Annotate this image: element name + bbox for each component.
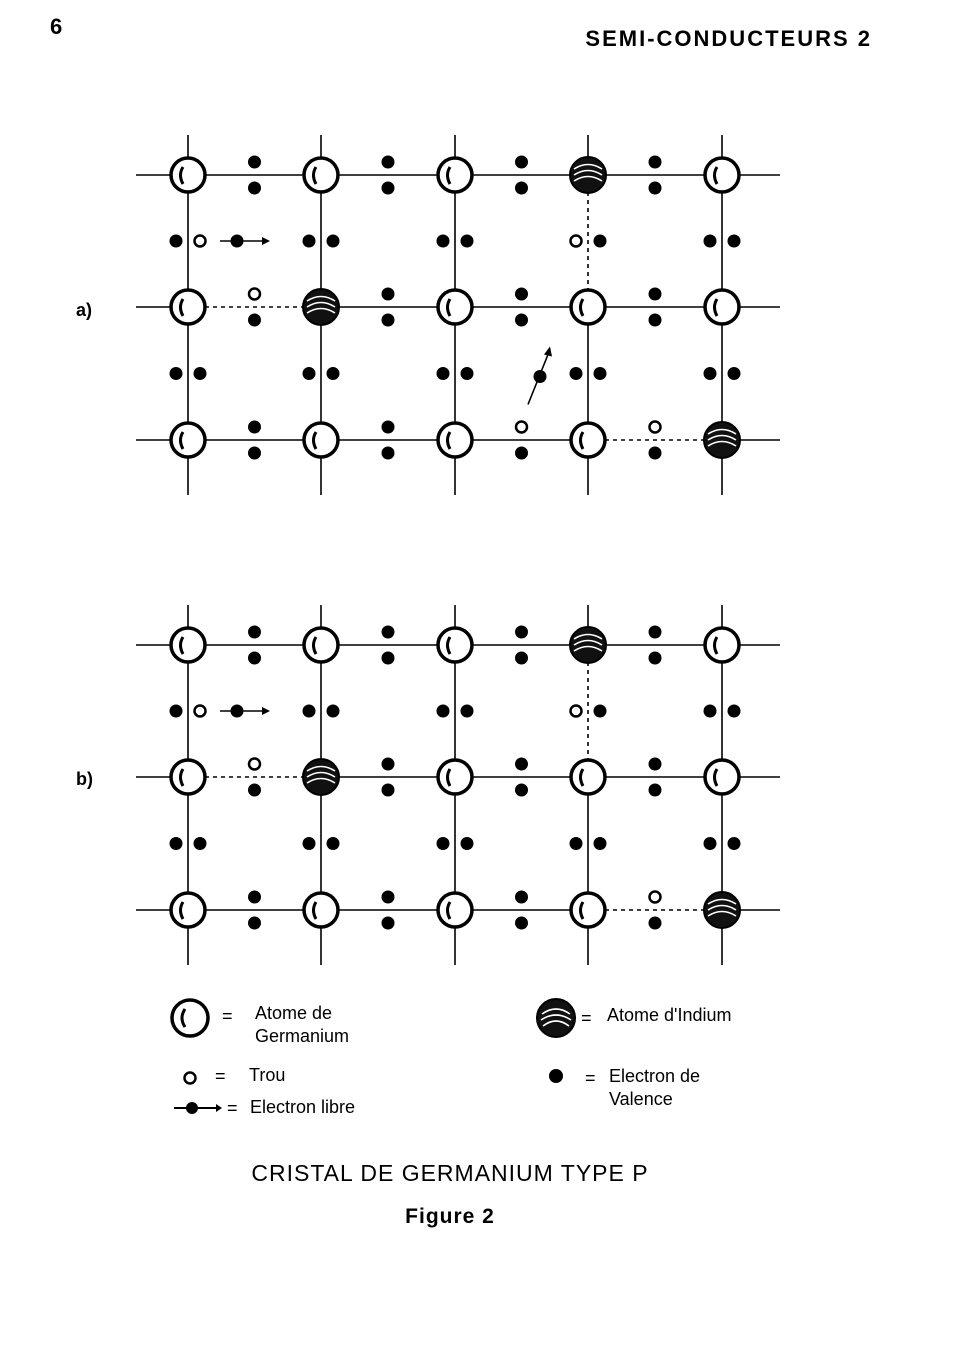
hole-v-0-0 [195,236,206,247]
valence-electron-h-bottom-0-1 [382,182,395,195]
valence-electron-h-bottom-1-1 [382,784,395,797]
valence-electron-v-left-1-0 [170,367,183,380]
legend-equals-valence: = [585,1068,596,1088]
valence-electron-h-bottom-0-3 [649,182,662,195]
hole-v-0-3 [571,706,582,717]
free-electron-arrowhead [262,707,270,715]
germanium-atom-2-3 [571,423,605,457]
valence-electron-legend-icon [546,1066,566,1086]
germanium-atom-1-4 [705,290,739,324]
valence-electron-h-top-0-1 [382,626,395,639]
valence-electron-v-right-1-4 [728,367,741,380]
figure-caption: CRISTAL DE GERMANIUM TYPE P [251,1160,649,1186]
valence-electron-v-left-1-1 [303,367,316,380]
germanium-atom-1-0 [171,290,205,324]
hole-h-2-3 [650,422,661,433]
valence-electron-v-left-0-2 [437,705,450,718]
valence-electron-h-top-2-0 [248,421,261,434]
valence-electron-h-top-2-1 [382,421,395,434]
valence-electron-v-left-1-2 [437,367,450,380]
legend-equals-free-electron: = [227,1098,238,1118]
valence-electron-h-bottom-0-2 [515,652,528,665]
germanium-atom-0-4 [705,158,739,192]
valence-electron-h-bottom-0-0 [248,182,261,195]
valence-electron-v-right-1-3 [594,837,607,850]
legend-germanium-line1: Atome de [255,1003,333,1023]
indium-atom-legend-icon [534,996,578,1040]
valence-electron-h-bottom-1-2 [515,784,528,797]
valence-electron-v-left-0-1 [303,235,316,248]
valence-electron-v-left-0-1 [303,705,316,718]
germanium-atom-1-2 [438,760,472,794]
valence-electron-h-top-2-0 [248,891,261,904]
germanium-atom-0-1 [304,628,338,662]
hole-h-1-0 [249,289,260,300]
valence-electron-v-left-1-3 [570,837,583,850]
hole-h-2-3 [650,892,661,903]
free-electron [231,235,244,248]
germanium-atom-2-3 [571,893,605,927]
valence-electron-h-bottom-1-0 [248,314,261,327]
valence-electron-v-right-0-1 [327,705,340,718]
valence-electron-h-top-0-3 [649,156,662,169]
valence-electron-h-top-0-1 [382,156,395,169]
valence-electron-v-left-0-4 [704,705,717,718]
valence-electron-v-left-0-2 [437,235,450,248]
germanium-atom-1-3 [571,760,605,794]
valence-electron-h-bottom-2-0 [248,447,261,460]
valence-electron-h-bottom-0-2 [515,182,528,195]
valence-electron-v-right-1-3 [594,367,607,380]
legend-equals-germanium: = [222,1006,233,1026]
valence-electron-v-left-1-1 [303,837,316,850]
germanium-atom-1-2 [438,290,472,324]
panel-label-a: a) [76,300,93,320]
panel-label-b: b) [76,769,93,789]
legend-valence-line1: Electron de [609,1066,701,1086]
valence-electron-v-right-0-1 [327,235,340,248]
germanium-atom-0-0 [171,628,205,662]
valence-electron-h-top-1-3 [649,288,662,301]
germanium-atom-0-0 [171,158,205,192]
valence-electron-h-top-2-2 [515,891,528,904]
valence-electron-h-top-0-0 [248,156,261,169]
germanium-atom-1-3 [571,290,605,324]
valence-electron-v-left-1-0 [170,837,183,850]
valence-electron-h-bottom-2-2 [515,917,528,930]
valence-electron-v-left-1-3 [570,367,583,380]
free-electron-diagonal [534,370,547,383]
valence-electron-h-bottom-2-3 [649,917,662,930]
legend-hole: Trou [249,1065,286,1085]
hole-v-0-0 [195,706,206,717]
germanium-atom-0-4 [705,628,739,662]
valence-electron-h-bottom-0-0 [248,652,261,665]
valence-electron-h-bottom-1-3 [649,784,662,797]
valence-electron-h-bottom-1-1 [382,314,395,327]
germanium-atom-1-4 [705,760,739,794]
hole-h-2-2 [516,422,527,433]
legend-equals-indium: = [581,1008,592,1028]
free-electron-arrowhead [262,237,270,245]
germanium-atom-2-0 [171,893,205,927]
free-electron-legend-icon [172,1098,222,1118]
germanium-atom-legend-icon [168,996,212,1040]
germanium-atom-2-1 [304,423,338,457]
germanium-atom-2-1 [304,893,338,927]
legend-free-electron: Electron libre [250,1097,356,1117]
valence-electron-h-top-0-3 [649,626,662,639]
valence-electron-h-bottom-0-1 [382,652,395,665]
valence-electron-h-top-1-1 [382,758,395,771]
valence-electron-v-right-1-1 [327,367,340,380]
valence-electron-v-right-0-2 [461,235,474,248]
legend-germanium-line2: Germanium [255,1026,350,1046]
valence-electron-v-left-1-4 [704,837,717,850]
valence-electron-v-left-0-0 [170,705,183,718]
valence-electron-v-left-0-4 [704,235,717,248]
legend-indium: Atome d'Indium [607,1005,732,1025]
valence-electron-h-top-0-0 [248,626,261,639]
valence-electron-h-bottom-2-1 [382,447,395,460]
figure-number: Figure 2 [405,1205,495,1228]
free-electron [231,705,244,718]
hole-v-0-3 [571,236,582,247]
valence-electron-h-bottom-0-3 [649,652,662,665]
valence-electron-v-left-0-0 [170,235,183,248]
legend-equals-hole: = [215,1066,226,1086]
valence-electron-v-right-1-0 [194,837,207,850]
lattice-diagram-a [0,120,964,500]
valence-electron-v-right-0-3 [594,235,607,248]
valence-electron-v-right-0-4 [728,235,741,248]
valence-electron-h-bottom-2-3 [649,447,662,460]
germanium-atom-2-2 [438,893,472,927]
valence-electron-h-top-0-2 [515,156,528,169]
valence-electron-v-right-1-0 [194,367,207,380]
lattice-diagram-b [0,590,964,970]
valence-electron-v-right-0-3 [594,705,607,718]
valence-electron-h-bottom-1-3 [649,314,662,327]
valence-electron-h-top-0-2 [515,626,528,639]
valence-electron-h-top-1-2 [515,288,528,301]
valence-electron-h-top-1-1 [382,288,395,301]
germanium-atom-2-0 [171,423,205,457]
valence-electron-v-left-1-2 [437,837,450,850]
valence-electron-v-right-0-2 [461,705,474,718]
valence-electron-v-right-1-2 [461,367,474,380]
valence-electron-h-bottom-2-2 [515,447,528,460]
running-header: SEMI-CONDUCTEURS 2 [585,26,872,51]
valence-electron-h-top-2-1 [382,891,395,904]
germanium-atom-0-1 [304,158,338,192]
germanium-atom-0-2 [438,158,472,192]
hole-h-1-0 [249,759,260,770]
valence-electron-h-top-1-3 [649,758,662,771]
germanium-atom-2-2 [438,423,472,457]
valence-electron-v-right-1-2 [461,837,474,850]
valence-electron-v-right-0-4 [728,705,741,718]
valence-electron-v-left-1-4 [704,367,717,380]
page-number: 6 [50,14,63,39]
valence-electron-h-bottom-1-0 [248,784,261,797]
valence-electron-h-bottom-2-0 [248,917,261,930]
germanium-atom-1-0 [171,760,205,794]
germanium-atom-0-2 [438,628,472,662]
valence-electron-v-right-1-4 [728,837,741,850]
valence-electron-h-bottom-1-2 [515,314,528,327]
hole-legend-icon [180,1068,200,1088]
valence-electron-h-bottom-2-1 [382,917,395,930]
free-electron-diagonal-arrowhead [544,347,552,357]
valence-electron-h-top-1-2 [515,758,528,771]
legend-valence-line2: Valence [609,1089,673,1109]
valence-electron-v-right-1-1 [327,837,340,850]
